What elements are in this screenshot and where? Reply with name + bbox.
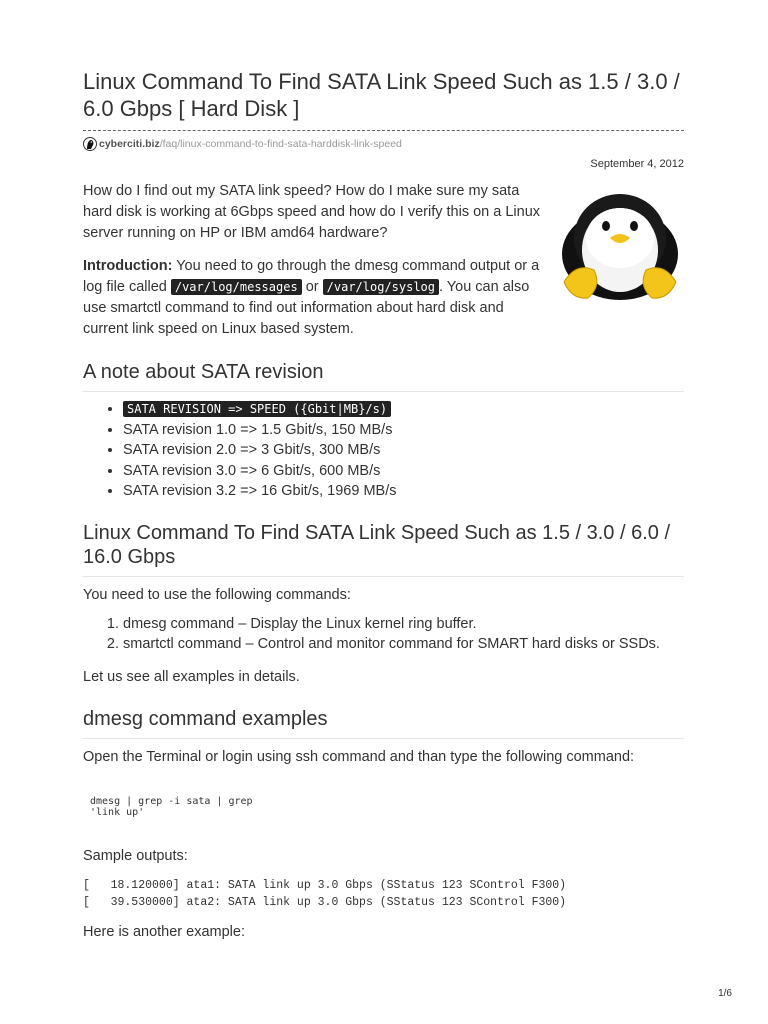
section-dmesg xyxy=(83,708,684,943)
page-title: Linux Command To Find SATA Link Speed Such as 1.5 / 3.0 / 6.0 Gbps [ Hard Disk ] xyxy=(83,69,680,121)
code-var-log-syslog: /var/log/syslog xyxy=(323,279,439,295)
section-heading-commands: Linux Command To Find SATA Link Speed Such as 1.5 / 3.0 / 6.0 / 16.0 Gbps xyxy=(83,521,684,577)
title-divider xyxy=(83,130,684,131)
publish-date: September 4, 2012 xyxy=(590,158,684,170)
code-var-log-messages: /var/log/messages xyxy=(171,279,302,295)
list-item: • SATA revision 1.0 => 1.5 Gbit/s, 150 MB/s xyxy=(123,420,684,441)
code-sata-revision-format: SATA REVISION => SPEED ({Gbit|MB}/s) xyxy=(123,401,391,417)
another-example-label: Here is another example: xyxy=(83,923,245,940)
intro-paragraph xyxy=(83,256,543,340)
article xyxy=(83,60,684,943)
list-item: 1. dmesg command – Display the Linux kernel ring buffer. xyxy=(123,614,684,635)
list-item: • SATA revision 3.2 => 16 Gbit/s, 1969 MB/s xyxy=(123,481,684,502)
intro xyxy=(83,181,684,340)
section-sata-revision xyxy=(83,361,684,502)
list-item: 2. smartctl command – Control and monitor command for SMART hard disks or SSDs. xyxy=(123,634,684,655)
section-heading-sata-revision: A note about SATA revision xyxy=(83,361,684,392)
dmesg-lead: Open the Terminal or login using ssh command and than type the following command: xyxy=(83,748,635,765)
section-heading-dmesg: dmesg command examples xyxy=(83,708,684,739)
tux-penguin-icon xyxy=(558,186,682,304)
intro-text-1: You need to go through the dmesg command output or a log file called xyxy=(83,258,540,295)
commands-list xyxy=(83,614,684,655)
list-item xyxy=(123,399,684,420)
dmesg-command-code: dmesg | grep -i sata | grep 'link up' xyxy=(90,795,253,818)
commands-lead: You need to use the following commands: xyxy=(83,586,351,603)
sata-revision-list xyxy=(83,399,684,502)
intro-label: Introduction: xyxy=(83,258,173,274)
list-item: • SATA revision 3.0 => 6 Gbit/s, 600 MB/s xyxy=(123,461,684,482)
sample-outputs-label: Sample outputs: xyxy=(83,847,188,864)
intro-text-2: . You can also use smartctl command to find out information about hard disk and current link speed on Linux based system. xyxy=(83,279,530,337)
commands-after: Let us see all examples in details. xyxy=(83,668,300,685)
source-path[interactable]: /faq/linux-command-to-find-sata-harddisk-link-speed xyxy=(159,137,402,150)
intro-or: or xyxy=(301,279,323,295)
intro-question: How do I find out my SATA link speed? How do I make sure my sata hard disk is working at 6Gbps speed and how do I verify this on a Linux server running on HP or IBM amd64 hardware? xyxy=(83,183,541,241)
section-commands xyxy=(83,521,684,688)
source-host[interactable]: cyberciti.biz xyxy=(99,137,160,150)
dmesg-output-code: [ 18.120000] ata1: SATA link up 3.0 Gbps (SStatus 123 SControl F300) [ 39.530000] ata2: SATA link up 3.0 Gbps (SStatus 123 SControl F300) xyxy=(83,878,567,909)
list-item: • SATA revision 2.0 => 3 Gbit/s, 300 MB/s xyxy=(123,440,684,461)
page-number: 1/6 xyxy=(718,988,732,999)
source-line xyxy=(83,136,684,151)
cyberciti-logo-icon xyxy=(83,137,97,151)
